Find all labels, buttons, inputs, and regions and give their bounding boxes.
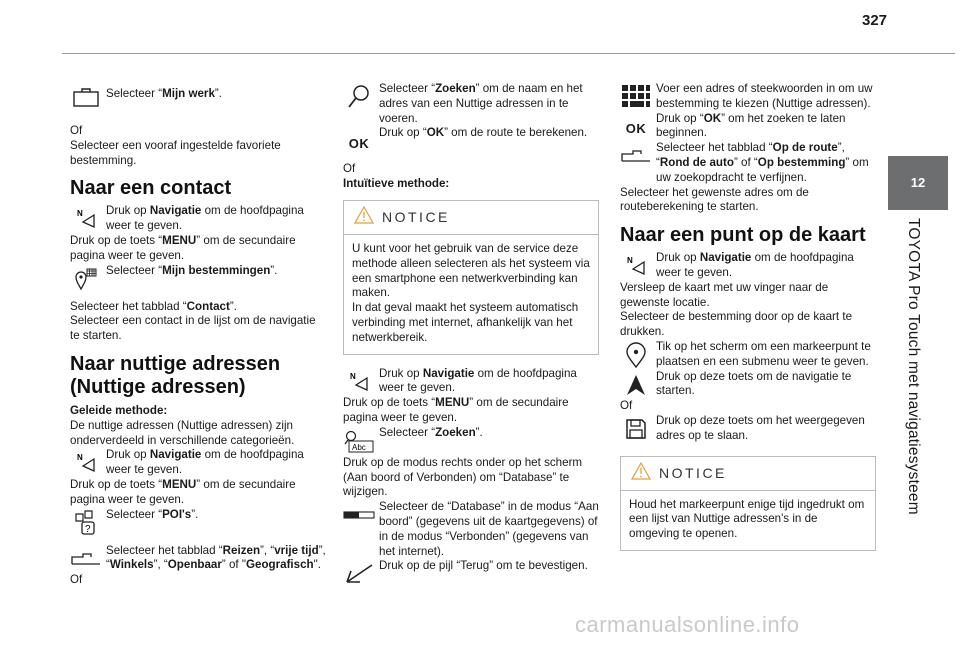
navigation-icon [620,252,652,280]
chapter-title: TOYOTA Pro Touch met navigatiesysteem [905,218,922,515]
step-pois: ? Selecteer “POI's”. [70,508,326,538]
ok-icon: OK [625,121,647,137]
text-poi-desc: De nuttige adressen (Nuttige adressen) zijn onderverdeeld in verschillende categorieën. [70,418,295,447]
notice-title: NOTICE [382,209,450,226]
toggle-bar-icon [343,501,375,529]
step-refine: Selecteer het tabblad “Op de route”, “Rond de auto” of “Op bestemming” om uw zoekopdracht te verfijnen. [620,141,876,185]
step-marker: Tik op het scherm om een markeerpunt te plaatsen en een submenu weer te geven. [620,340,876,370]
notice-text: Houd het markeerpunt enige tijd ingedrukt om een lijst van Nuttige adressen's in de omgeving te openen. [629,497,865,541]
keyboard-icon [620,83,652,111]
step-database: Selecteer de “Database” in de modus “Aan boord” (gegevens uit de kaartgegevens) of in de modus “Verbonden” (gegevens van het internet). [343,500,599,559]
svg-text:N: N [77,453,83,463]
svg-text:N: N [77,209,83,219]
text-favorite: Selecteer een vooraf ingestelde favoriete bestemming. [70,138,281,167]
step-save-address: Druk op deze toets om het weergegeven adres op te slaan. [620,414,876,444]
step-back: Druk op de pijl “Terug” om te bevestigen. [343,559,599,574]
step-map-nav: N Druk op Navigatie om de hoofdpagina weer te geven. [620,251,876,281]
label-guided: Geleide methode: [70,403,168,417]
text-of: Of [70,124,83,137]
step-poi-nav: N Druk op Navigatie om de hoofdpagina weer te geven. [70,448,326,478]
text-select-destination: Selecteer de bestemming door op de kaart te drukken. [620,310,853,339]
heading-map-point: Naar een punt op de kaart [620,224,866,247]
step-keyboard: Voer een adres of steekwoorden in om uw bestemming te kiezen (Nuttige adressen). [620,82,876,112]
text-contact-select: Selecteer een contact in de lijst om de navigatie te starten. [70,314,316,343]
step-my-destinations: Selecteer “Mijn bestemmingen”. [70,264,326,294]
svg-text:N: N [627,256,633,266]
step-search-abc: Abc Selecteer “Zoeken”. [343,426,599,456]
text-menu: Druk op de toets “MENU” om de secundaire pagina weer te geven. [70,233,296,262]
heading-contact: Naar een contact [70,177,232,200]
step-start-nav: Druk op deze toets om de navigatie te starten. [620,370,876,400]
step-categories: Selecteer het tabblad “Reizen”, “vrije tijd”, “Winkels”, “Openbaar” of "Geografisch". [70,544,326,574]
notice-header [344,201,598,235]
navigate-arrow-icon [620,371,652,399]
destination-flag-icon [70,265,102,293]
step-contact-nav: N Druk op Navigatie om de hoofdpagina weer te geven. [70,204,326,234]
poi-icon [70,509,102,537]
text-of: Of [70,573,83,587]
column-3 [620,82,876,557]
warning-icon [631,462,651,485]
map-pin-icon [620,341,652,369]
label-intuitive: Intuïtieve methode: [343,177,450,191]
back-arrow-icon [343,560,375,588]
step-ok: OK Druk op “OK” om de route te berekenen. [343,126,599,156]
column-2 [343,82,599,574]
tab-bar-icon [70,545,102,573]
text-contact-tab: Selecteer het tabblad “Contact”. [70,299,237,313]
step-my-work: Selecteer “Mijn werk”. [70,82,326,112]
text-drag-map: Versleep de kaart met uw vinger naar de gewenste locatie. [620,280,829,309]
text-menu: Druk op de toets “MENU” om de secundaire pagina weer te geven. [70,477,296,506]
notice-box [343,200,599,355]
notice-title: NOTICE [659,464,727,481]
text-menu: Druk op de toets “MENU” om de secundaire pagina weer te geven. [343,396,569,424]
step-intuitive-nav: N Druk op Navigatie om de hoofdpagina weer te geven. [343,367,599,397]
navigation-icon [70,449,102,477]
heading-poi: Naar nuttige adressen (Nuttige adressen) [70,352,281,398]
navigation-icon [70,205,102,233]
column-1 [70,82,326,588]
step-ok: OK Druk op “OK” om het zoeken te laten beginnen. [620,112,876,142]
step-search: Selecteer “Zoeken” om de naam en het adres van een Nuttige adressen in te voeren. [343,82,599,126]
tab-bar-icon [620,142,652,170]
notice-box [620,456,876,551]
ok-icon: OK [348,135,370,151]
text-mode: Druk op de modus rechts onder op het scherm (Aan boord of Verbonden) om “Database” te wijzigen. [343,455,583,499]
notice-header [621,457,875,491]
save-icon [620,415,652,443]
text-of: Of [620,399,633,413]
svg-text:Abc: Abc [352,442,366,452]
briefcase-icon [70,83,102,111]
warning-icon [354,206,374,229]
notice-text: U kunt voor het gebruik van de service deze methode alleen selecteren als het systeem via een smartphone een netwerkverbinding kan maken. [352,241,590,300]
search-keyboard-icon [343,427,375,455]
svg-text:N: N [350,371,356,381]
navigation-icon [343,368,375,396]
svg-text:?: ? [85,523,91,535]
notice-text: In dat geval maakt het systeem automatisch verbinding met internet, afhankelijk van het netwerkbereik. [352,301,579,344]
header-divider [62,53,955,54]
chapter-tab[interactable]: 12 [888,156,948,210]
search-icon [343,83,375,111]
watermark: carmanualsonline.info [575,612,800,637]
page-number: 327 [862,12,888,29]
text-of: Of [343,162,356,176]
text-route-calc: Selecteer het gewenste adres om de routeberekening te starten. [620,185,809,214]
